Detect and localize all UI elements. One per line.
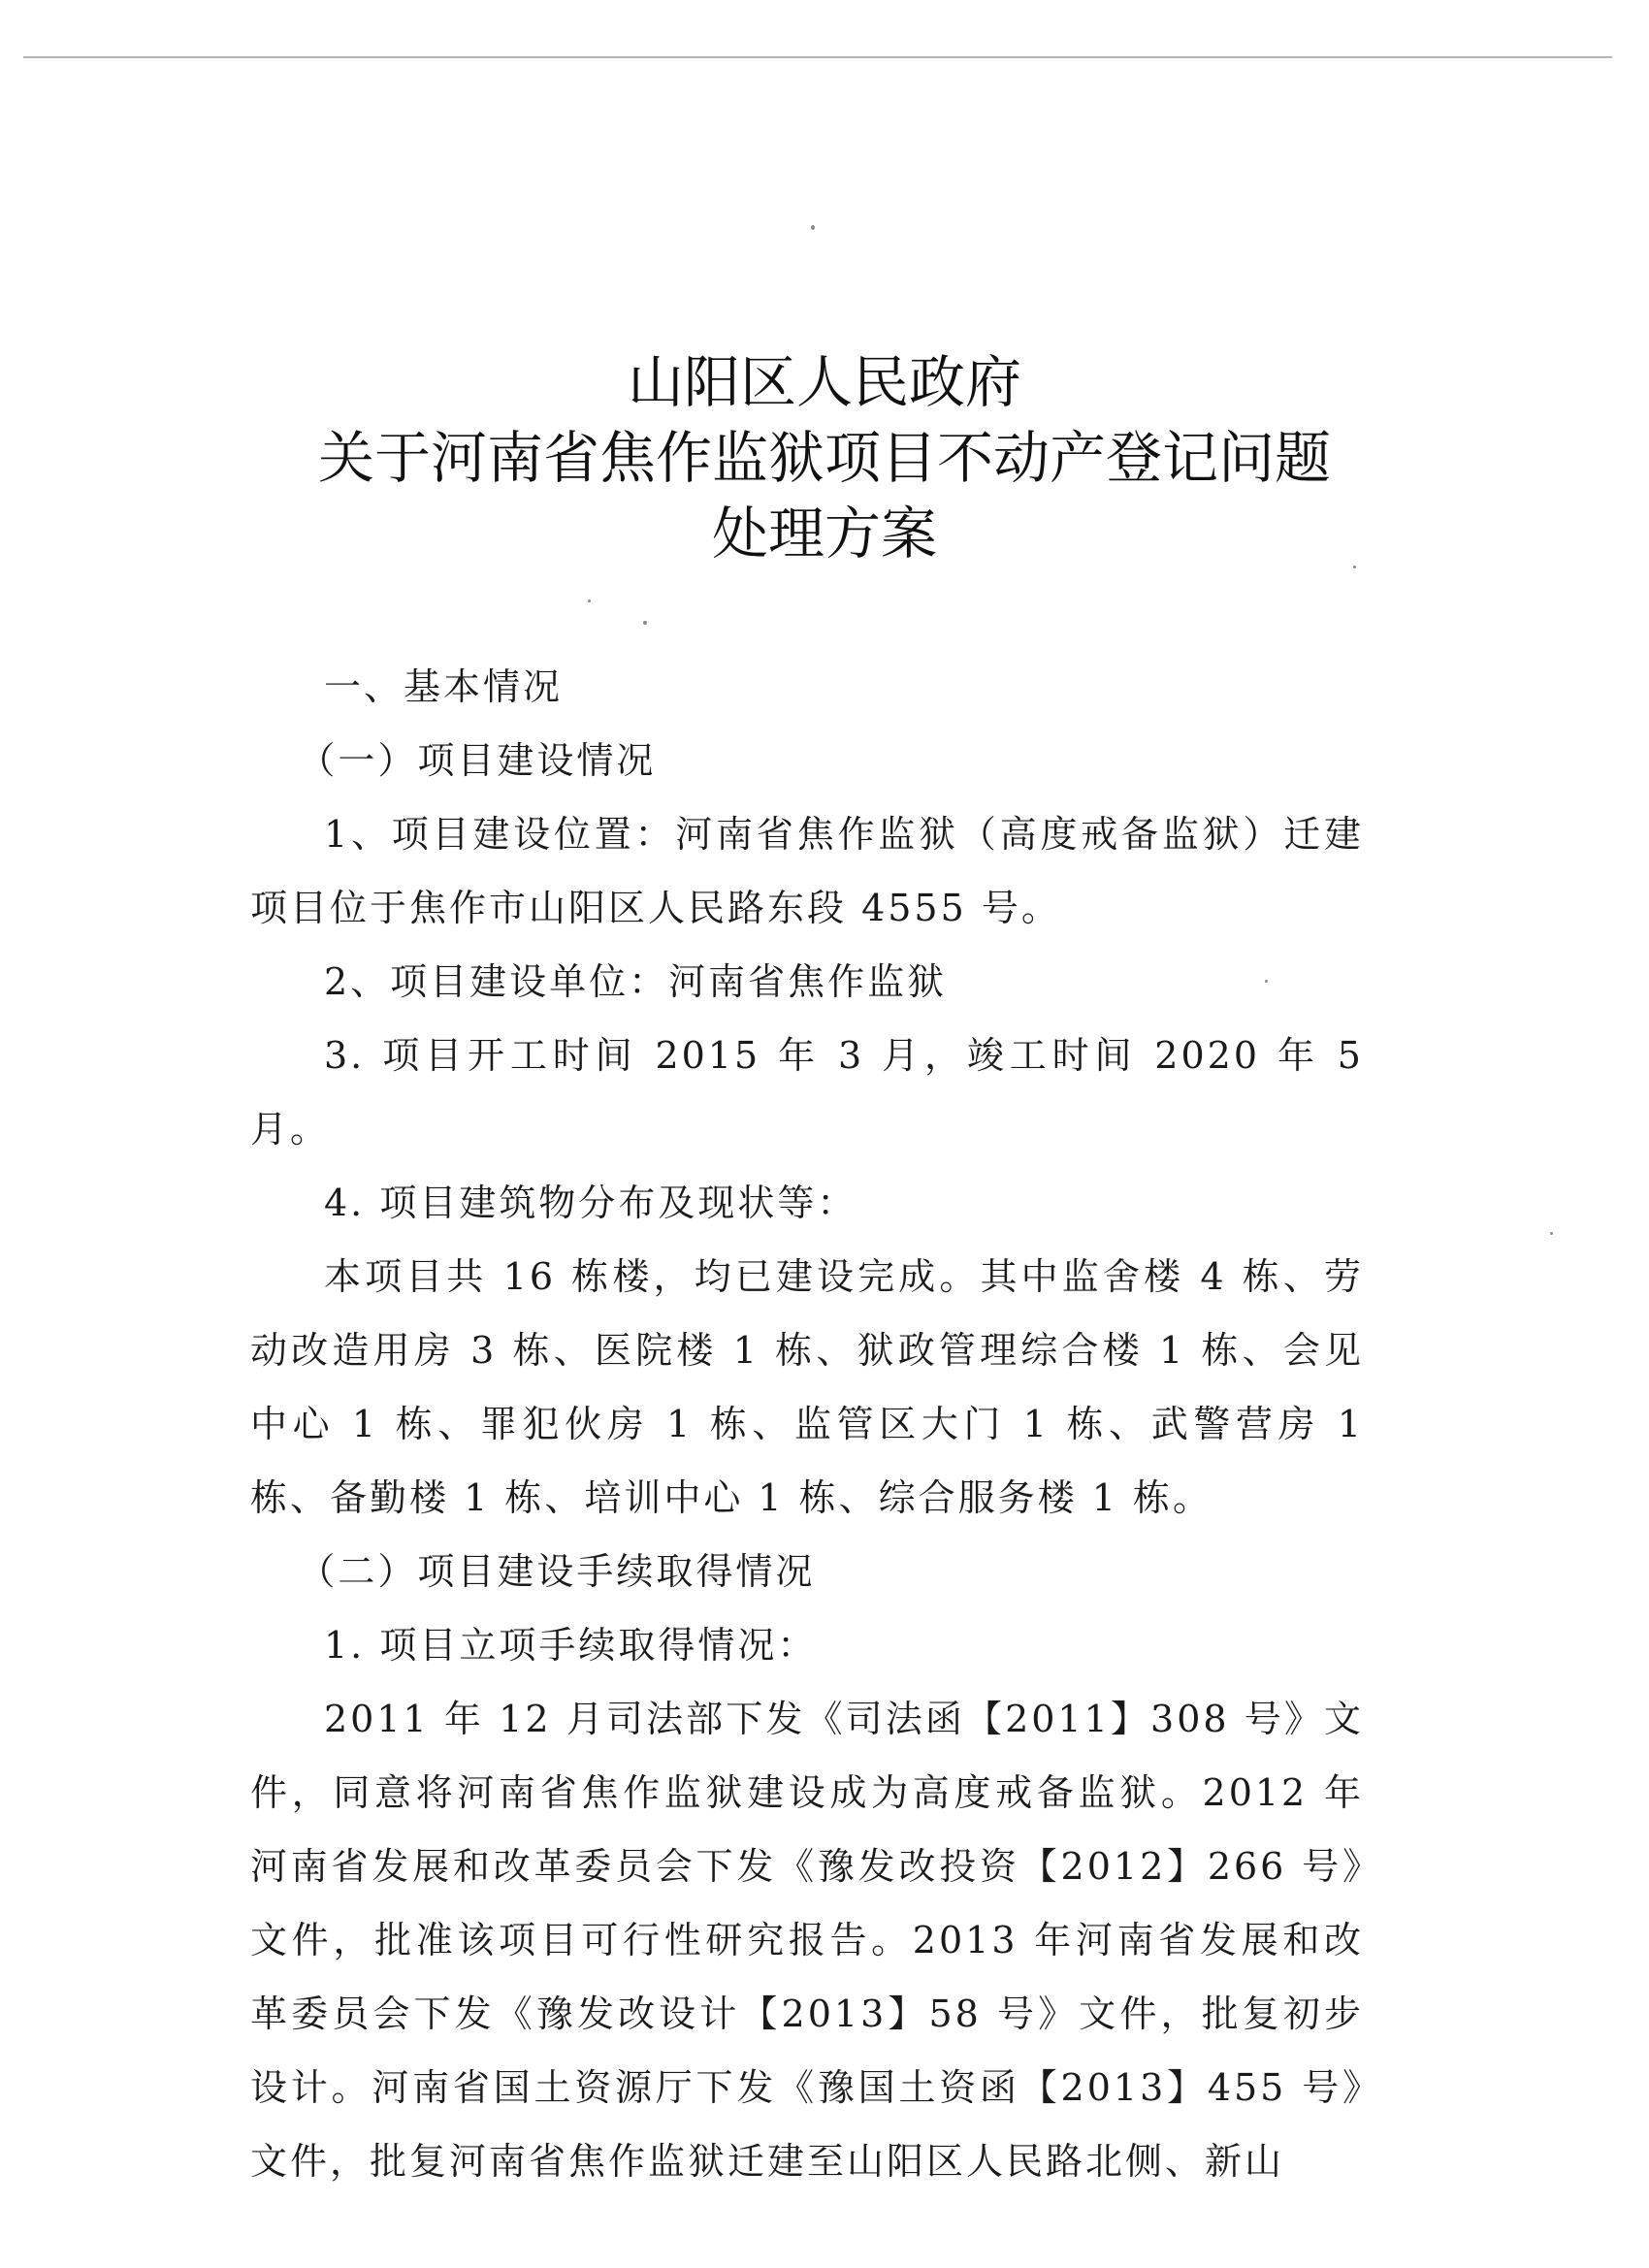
title-line-2: 关于河南省焦作监狱项目不动产登记问题 — [317, 425, 1331, 491]
document-body — [250, 650, 1364, 2198]
scan-speck — [811, 225, 815, 230]
scan-speck — [1550, 1232, 1553, 1235]
document-title — [0, 344, 1649, 571]
scan-speck — [588, 599, 591, 602]
paragraph-buildings-detail: 本项目共 16 栋楼，均已建设完成。其中监舍楼 4 栋、劳动改造用房 3 栋、医院楼 1 栋、狱政管理综合楼 1 栋、会见中心 1 栋、罪犯伙房 1 栋、监管区大门 1 栋、武警营房 1 栋、备勤楼 1 栋、培训中心 1 栋、综合服务楼 1 栋。 — [250, 1255, 1364, 1519]
paragraph-approval-detail: 2011 年 12 月司法部下发《司法函【2011】308 号》文件，同意将河南省焦作监狱建设成为高度戒备监狱。2012 年河南省发展和改革委员会下发《豫发改投资【2012】266 号》文件，批准该项目可行性研究报告。2013 年河南省发展和改革委员会下发《豫发改设计【2013】58 号》文件，批复初步设计。河南省国土资源厅下发《豫国土资函【2013】455 号》文件，批复河南省焦作监狱迁建至山阳区人民路北侧、新山 — [250, 1698, 1364, 2183]
subsection-heading-construction: （一）项目建设情况 — [298, 739, 657, 782]
section-heading-basic-situation: 一、基本情况 — [324, 665, 564, 708]
title-line-1: 山阳区人民政府 — [627, 349, 1021, 415]
paragraph-location: 1、项目建设位置：河南省焦作监狱（高度戒备监狱）迁建项目位于焦作市山阳区人民路东段 4555 号。 — [250, 813, 1364, 929]
subsection-heading-procedures: （二）项目建设手续取得情况 — [298, 1550, 816, 1593]
paragraph-timeline: 3. 项目开工时间 2015 年 3 月，竣工时间 2020 年 5 月。 — [250, 1034, 1364, 1150]
paragraph-builder: 2、项目建设单位：河南省焦作监狱 — [324, 960, 948, 1003]
title-line-3: 处理方案 — [711, 501, 937, 567]
scan-edge-line — [23, 56, 1612, 58]
paragraph-approval-heading: 1. 项目立项手续取得情况： — [324, 1624, 818, 1667]
paragraph-buildings-heading: 4. 项目建筑物分布及现状等： — [324, 1182, 857, 1224]
scan-speck — [643, 621, 647, 625]
